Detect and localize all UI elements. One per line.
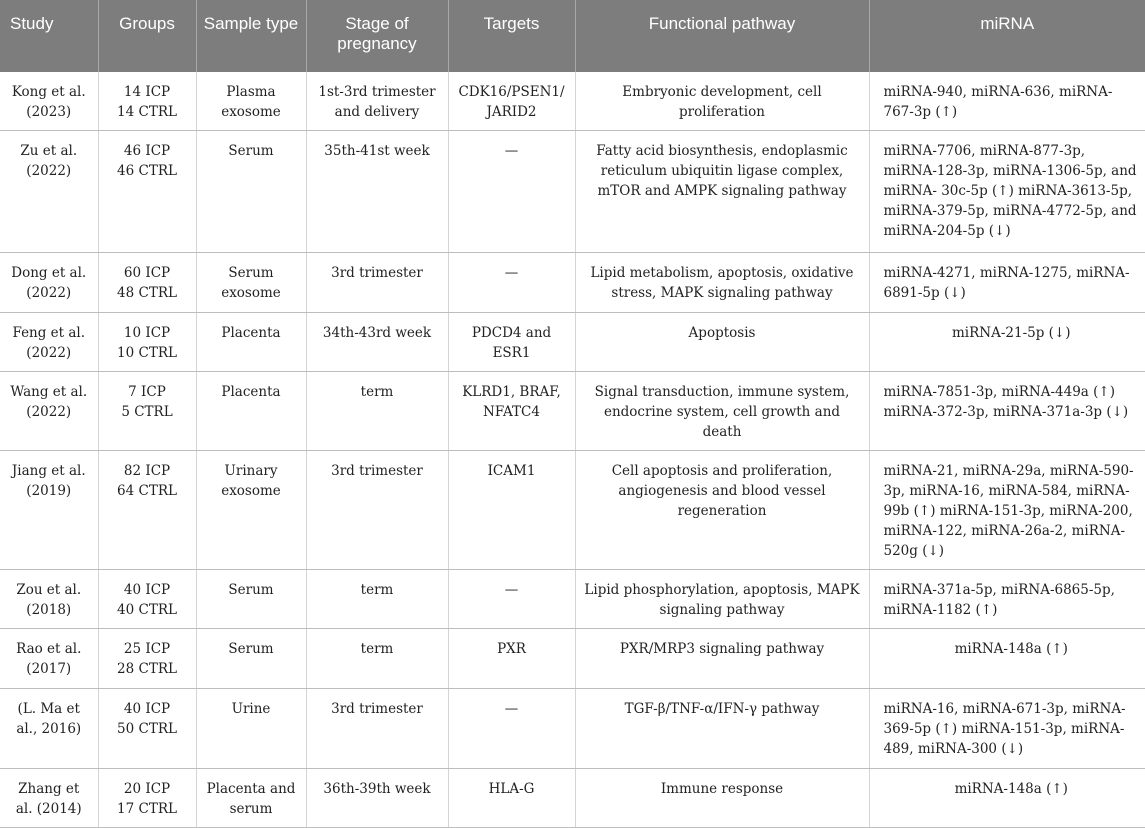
icp-count: 46 ICP (123, 143, 171, 159)
cell-mirna: miRNA-21, miRNA-29a, miRNA-590-3p, miRNA-16, miRNA-584, miRNA-99b (↑) miRNA-151-3p, miRNA-200, miRNA-122, miRNA-26a-2, miRNA-520g (↓) (869, 451, 1145, 570)
cell-sample-type: Placenta (196, 372, 306, 451)
header-groups: Groups (98, 0, 196, 72)
ctrl-count: 10 CTRL (117, 345, 177, 361)
icp-count: 82 ICP (123, 463, 171, 479)
cell-stage: 3rd trimester (306, 451, 448, 570)
icp-count: 25 ICP (123, 641, 171, 657)
header-targets: Targets (448, 0, 575, 72)
cell-targets: CDK16/PSEN1/ JARID2 (448, 72, 575, 131)
cell-pathway: Cell apoptosis and proliferation, angiogenesis and blood vessel regeneration (575, 451, 869, 570)
cell-targets: — (448, 570, 575, 629)
table-row (0, 629, 1145, 689)
cell-mirna: miRNA-148a (↑) (869, 769, 1145, 828)
cell-groups (98, 313, 196, 372)
ctrl-count: 48 CTRL (117, 285, 177, 301)
cell-stage: term (306, 570, 448, 629)
cell-sample-type: Urinary exosome (196, 451, 306, 570)
cell-study: Rao et al. (2017) (0, 629, 98, 689)
cell-groups (98, 131, 196, 253)
cell-mirna: miRNA-940, miRNA-636, miRNA-767-3p (↑) (869, 72, 1145, 131)
table-row (0, 72, 1145, 131)
cell-groups (98, 72, 196, 131)
cell-pathway: TGF-β/TNF-α/IFN-γ pathway (575, 689, 869, 769)
cell-targets: PDCD4 and ESR1 (448, 313, 575, 372)
cell-groups (98, 769, 196, 828)
cell-sample-type: Urine (196, 689, 306, 769)
cell-stage: term (306, 372, 448, 451)
cell-groups (98, 372, 196, 451)
header-sample-type: Sample type (196, 0, 306, 72)
cell-pathway: Signal transduction, immune system, endocrine system, cell growth and death (575, 372, 869, 451)
cell-groups (98, 629, 196, 689)
icp-count: 14 ICP (123, 84, 171, 100)
cell-targets: PXR (448, 629, 575, 689)
cell-study: Zhang et al. (2014) (0, 769, 98, 828)
icp-count: 40 ICP (123, 701, 171, 717)
ctrl-count: 28 CTRL (117, 661, 177, 677)
table-row (0, 451, 1145, 570)
cell-pathway: PXR/MRP3 signaling pathway (575, 629, 869, 689)
cell-study: Feng et al. (2022) (0, 313, 98, 372)
table-row (0, 689, 1145, 769)
cell-targets: — (448, 253, 575, 313)
cell-groups (98, 451, 196, 570)
cell-study: Zou et al. (2018) (0, 570, 98, 629)
ctrl-count: 50 CTRL (117, 721, 177, 737)
cell-targets: KLRD1, BRAF, NFATC4 (448, 372, 575, 451)
header-study: Study (0, 0, 98, 72)
cell-stage: 34th-43rd week (306, 313, 448, 372)
cell-mirna: miRNA-148a (↑) (869, 629, 1145, 689)
icp-count: 40 ICP (123, 582, 171, 598)
ctrl-count: 14 CTRL (117, 104, 177, 120)
cell-stage: 36th-39th week (306, 769, 448, 828)
cell-pathway: Immune response (575, 769, 869, 828)
ctrl-count: 64 CTRL (117, 483, 177, 499)
ctrl-count: 17 CTRL (117, 801, 177, 817)
icp-count: 20 ICP (123, 781, 171, 797)
cell-study: Zu et al. (2022) (0, 131, 98, 253)
header-row (0, 0, 1145, 72)
header-stage: Stage of pregnancy (306, 0, 448, 72)
cell-groups (98, 253, 196, 313)
icp-count: 7 ICP (128, 384, 166, 400)
cell-groups (98, 689, 196, 769)
cell-targets: — (448, 131, 575, 253)
table-row (0, 769, 1145, 828)
table-row (0, 372, 1145, 451)
cell-mirna: miRNA-4271, miRNA-1275, miRNA-6891-5p (↓) (869, 253, 1145, 313)
cell-pathway: Fatty acid biosynthesis, endoplasmic reticulum ubiquitin ligase complex, mTOR and AMPK signaling pathway (575, 131, 869, 253)
cell-stage: 35th-41st week (306, 131, 448, 253)
cell-pathway: Lipid phosphorylation, apoptosis, MAPK signaling pathway (575, 570, 869, 629)
table-row (0, 570, 1145, 629)
ctrl-count: 5 CTRL (121, 404, 173, 420)
cell-stage: 1st-3rd trimester and delivery (306, 72, 448, 131)
cell-stage: 3rd trimester (306, 253, 448, 313)
cell-sample-type: Serum (196, 629, 306, 689)
cell-sample-type: Serum (196, 570, 306, 629)
cell-mirna: miRNA-16, miRNA-671-3p, miRNA-369-5p (↑) miRNA-151-3p, miRNA-489, miRNA-300 (↓) (869, 689, 1145, 769)
table-row (0, 253, 1145, 313)
cell-groups (98, 570, 196, 629)
header-pathway: Functional pathway (575, 0, 869, 72)
cell-targets: — (448, 689, 575, 769)
cell-pathway: Embryonic development, cell proliferation (575, 72, 869, 131)
cell-mirna: miRNA-7706, miRNA-877-3p, miRNA-128-3p, miRNA-1306-5p, and miRNA- 30c-5p (↑) miRNA-3613-5p, miRNA-379-5p, miRNA-4772-5p, and miRNA-204-5p (↓) (869, 131, 1145, 253)
table-row (0, 313, 1145, 372)
cell-study: Kong et al. (2023) (0, 72, 98, 131)
cell-sample-type: Plasma exosome (196, 72, 306, 131)
icp-count: 60 ICP (123, 265, 171, 281)
cell-mirna: miRNA-7851-3p, miRNA-449a (↑) miRNA-372-3p, miRNA-371a-3p (↓) (869, 372, 1145, 451)
header-mirna: miRNA (869, 0, 1145, 72)
cell-stage: 3rd trimester (306, 689, 448, 769)
cell-sample-type: Placenta and serum (196, 769, 306, 828)
cell-sample-type: Serum (196, 131, 306, 253)
cell-targets: ICAM1 (448, 451, 575, 570)
ctrl-count: 46 CTRL (117, 163, 177, 179)
cell-study: Wang et al. (2022) (0, 372, 98, 451)
ctrl-count: 40 CTRL (117, 602, 177, 618)
icp-count: 10 ICP (123, 325, 171, 341)
cell-pathway: Apoptosis (575, 313, 869, 372)
cell-mirna: miRNA-371a-5p, miRNA-6865-5p, miRNA-1182 (↑) (869, 570, 1145, 629)
table-row (0, 131, 1145, 253)
cell-sample-type: Serum exosome (196, 253, 306, 313)
cell-targets: HLA-G (448, 769, 575, 828)
cell-study: (L. Ma et al., 2016) (0, 689, 98, 769)
cell-mirna: miRNA-21-5p (↓) (869, 313, 1145, 372)
cell-study: Dong et al. (2022) (0, 253, 98, 313)
cell-stage: term (306, 629, 448, 689)
cell-study: Jiang et al. (2019) (0, 451, 98, 570)
cell-pathway: Lipid metabolism, apoptosis, oxidative stress, MAPK signaling pathway (575, 253, 869, 313)
cell-sample-type: Placenta (196, 313, 306, 372)
